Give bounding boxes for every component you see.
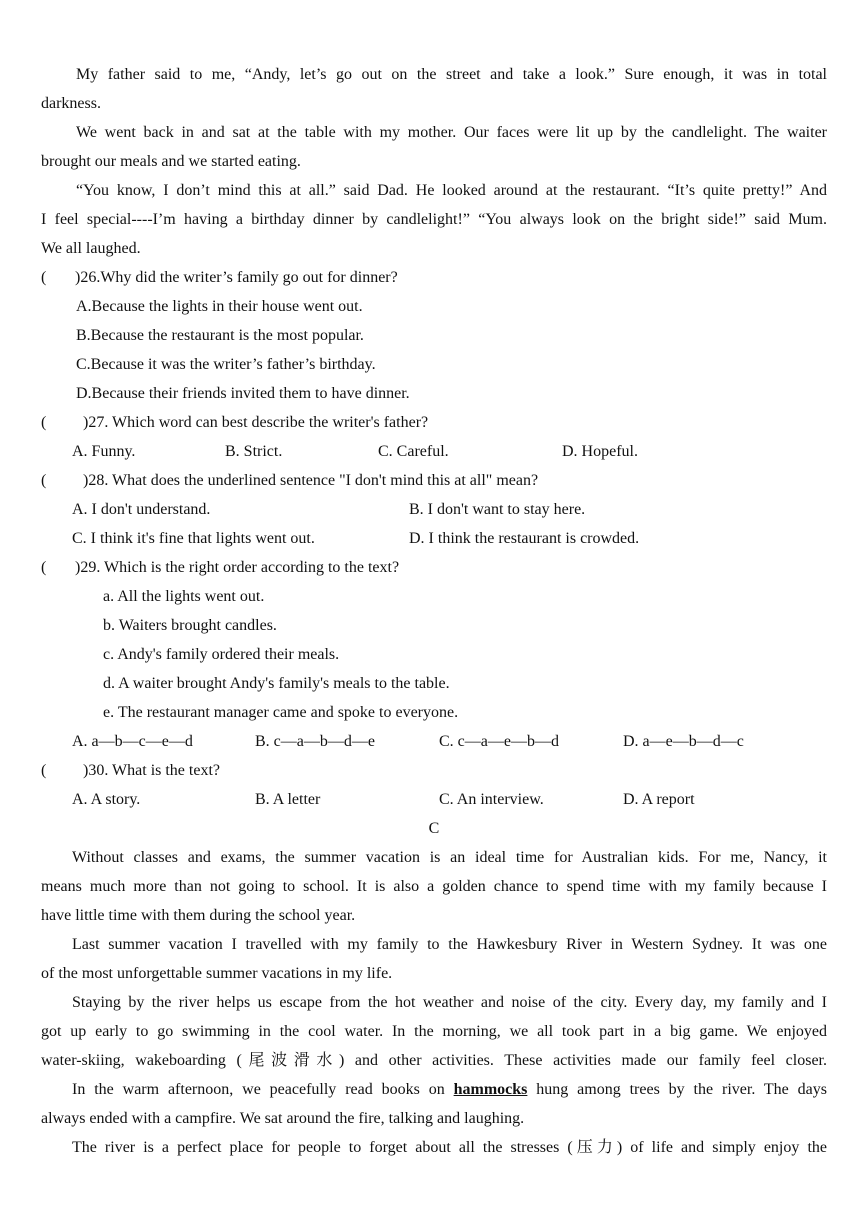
passage-c-p1-line3: have little time with them during the school year. [41,907,356,924]
question-26-option-b: B.Because the restaurant is the most popular. [76,327,364,344]
answer-blank-27[interactable]: ( [41,414,47,431]
question-28-stem [41,466,538,495]
question-29-item: e. The restaurant manager came and spoke to everyone. [103,704,459,721]
question-28-option-b: B. I don't want to stay here. [409,501,586,518]
question-29-option-c: C. c—a—e—b—d [439,733,559,750]
passage-b-p1-line1: My father said to me, “Andy, let’s go out on the street and take a look.” Sure enough, it was in total [76,66,827,83]
question-29-item: b. Waiters brought candles. [103,617,277,634]
passage-c-p4-line2: always ended with a campfire. We sat around the fire, talking and laughing. [41,1110,525,1127]
passage-c-p4-text-pre: In the warm afternoon, we peacefully read books on [72,1081,454,1098]
passage-c-heading: C [428,820,440,837]
question-29-stem [41,553,399,582]
passage-c-p3-line3: water-skiing, wakeboarding (尾波滑水) and other activities. These activities made our family feel closer. [41,1052,827,1069]
question-27-text: )27. Which word can best describe the writer's father? [83,414,429,431]
question-30-option-d: D. A report [623,791,695,808]
passage-c-p3-line1: Staying by the river helps us escape from the hot weather and noise of the city. Every day, my family and I [72,994,827,1011]
question-27-option-c: C. Careful. [378,443,449,460]
passage-c-p1-line1: Without classes and exams, the summer vacation is an ideal time for Australian kids. For me, Nancy, it [72,849,827,866]
question-30-option-a: A. A story. [72,791,141,808]
question-29-item: d. A waiter brought Andy's family's meals to the table. [103,675,450,692]
question-30-option-c: C. An interview. [439,791,544,808]
question-29-option-d: D. a—e—b—d—c [623,733,744,750]
passage-c-p4-line1 [72,1075,827,1104]
question-28-text: )28. What does the underlined sentence "I don't mind this at all" mean? [83,472,539,489]
question-28-option-d: D. I think the restaurant is crowded. [409,530,640,547]
question-29-option-a: A. a—b—c—e—d [72,733,193,750]
answer-blank-29[interactable]: ( [41,559,47,576]
question-29-item: c. Andy's family ordered their meals. [103,646,340,663]
question-28-option-a: A. I don't understand. [72,501,211,518]
question-27-stem [41,408,428,437]
question-30-options [41,785,827,814]
question-27-option-d: D. Hopeful. [562,443,638,460]
question-28-options-row2 [41,524,827,553]
passage-c-p4-text-post: hung among trees by the river. The days [527,1081,827,1098]
passage-b-p1-line2: darkness. [41,95,101,112]
question-29-option-b: B. c—a—b—d—e [255,733,375,750]
passage-b-p2-line2: brought our meals and we started eating. [41,153,301,170]
passage-b-p3-line1: “You know, I don’t mind this at all.” said Dad. He looked around at the restaurant. “It’s quite pretty!” And [76,182,827,199]
question-29-text: )29. Which is the right order according to the text? [75,559,400,576]
passage-c-p5-line1: The river is a perfect place for people to forget about all the stresses (压力) of life and simply enjoy the [72,1139,827,1156]
passage-b-p3-line3: We all laughed. [41,240,141,257]
passage-c-p1-line2: means much more than not going to school. It is also a golden chance to spend time with my family because I [41,878,827,895]
question-29-options [41,727,827,756]
answer-blank-26[interactable]: ( [41,269,47,286]
question-27-option-a: A. Funny. [72,443,136,460]
question-30-text: )30. What is the text? [83,762,220,779]
passage-c-p2-line2: of the most unforgettable summer vacations in my life. [41,965,393,982]
passage-c-p3-line2: got up early to go swimming in the cool water. In the morning, we all took part in a big game. We enjoyed [41,1023,827,1040]
question-26-stem [41,263,398,292]
question-30-stem [41,756,220,785]
question-26-option-d: D.Because their friends invited them to have dinner. [76,385,410,402]
question-26-text: )26.Why did the writer’s family go out for dinner? [75,269,398,286]
question-27-options [41,437,827,466]
answer-blank-28[interactable]: ( [41,472,47,489]
question-28-option-c: C. I think it's fine that lights went out. [72,530,315,547]
passage-b-p2-line1: We went back in and sat at the table with my mother. Our faces were lit up by the candlelight. The waiter [76,124,827,141]
question-30-option-b: B. A letter [255,791,321,808]
question-27-option-b: B. Strict. [225,443,283,460]
passage-b-p3-line2: I feel special----I’m having a birthday dinner by candlelight!” “You always look on the bright side!” said Mum. [41,211,827,228]
passage-c-p2-line1: Last summer vacation I travelled with my family to the Hawkesbury River in Western Sydney. It was one [72,936,827,953]
question-26-option-c: C.Because it was the writer’s father’s birthday. [76,356,376,373]
question-26-option-a: A.Because the lights in their house went out. [76,298,363,315]
question-29-item: a. All the lights went out. [103,588,265,605]
question-28-options-row1 [41,495,827,524]
answer-blank-30[interactable]: ( [41,762,47,779]
underlined-word-hammocks: hammocks [453,1081,528,1098]
